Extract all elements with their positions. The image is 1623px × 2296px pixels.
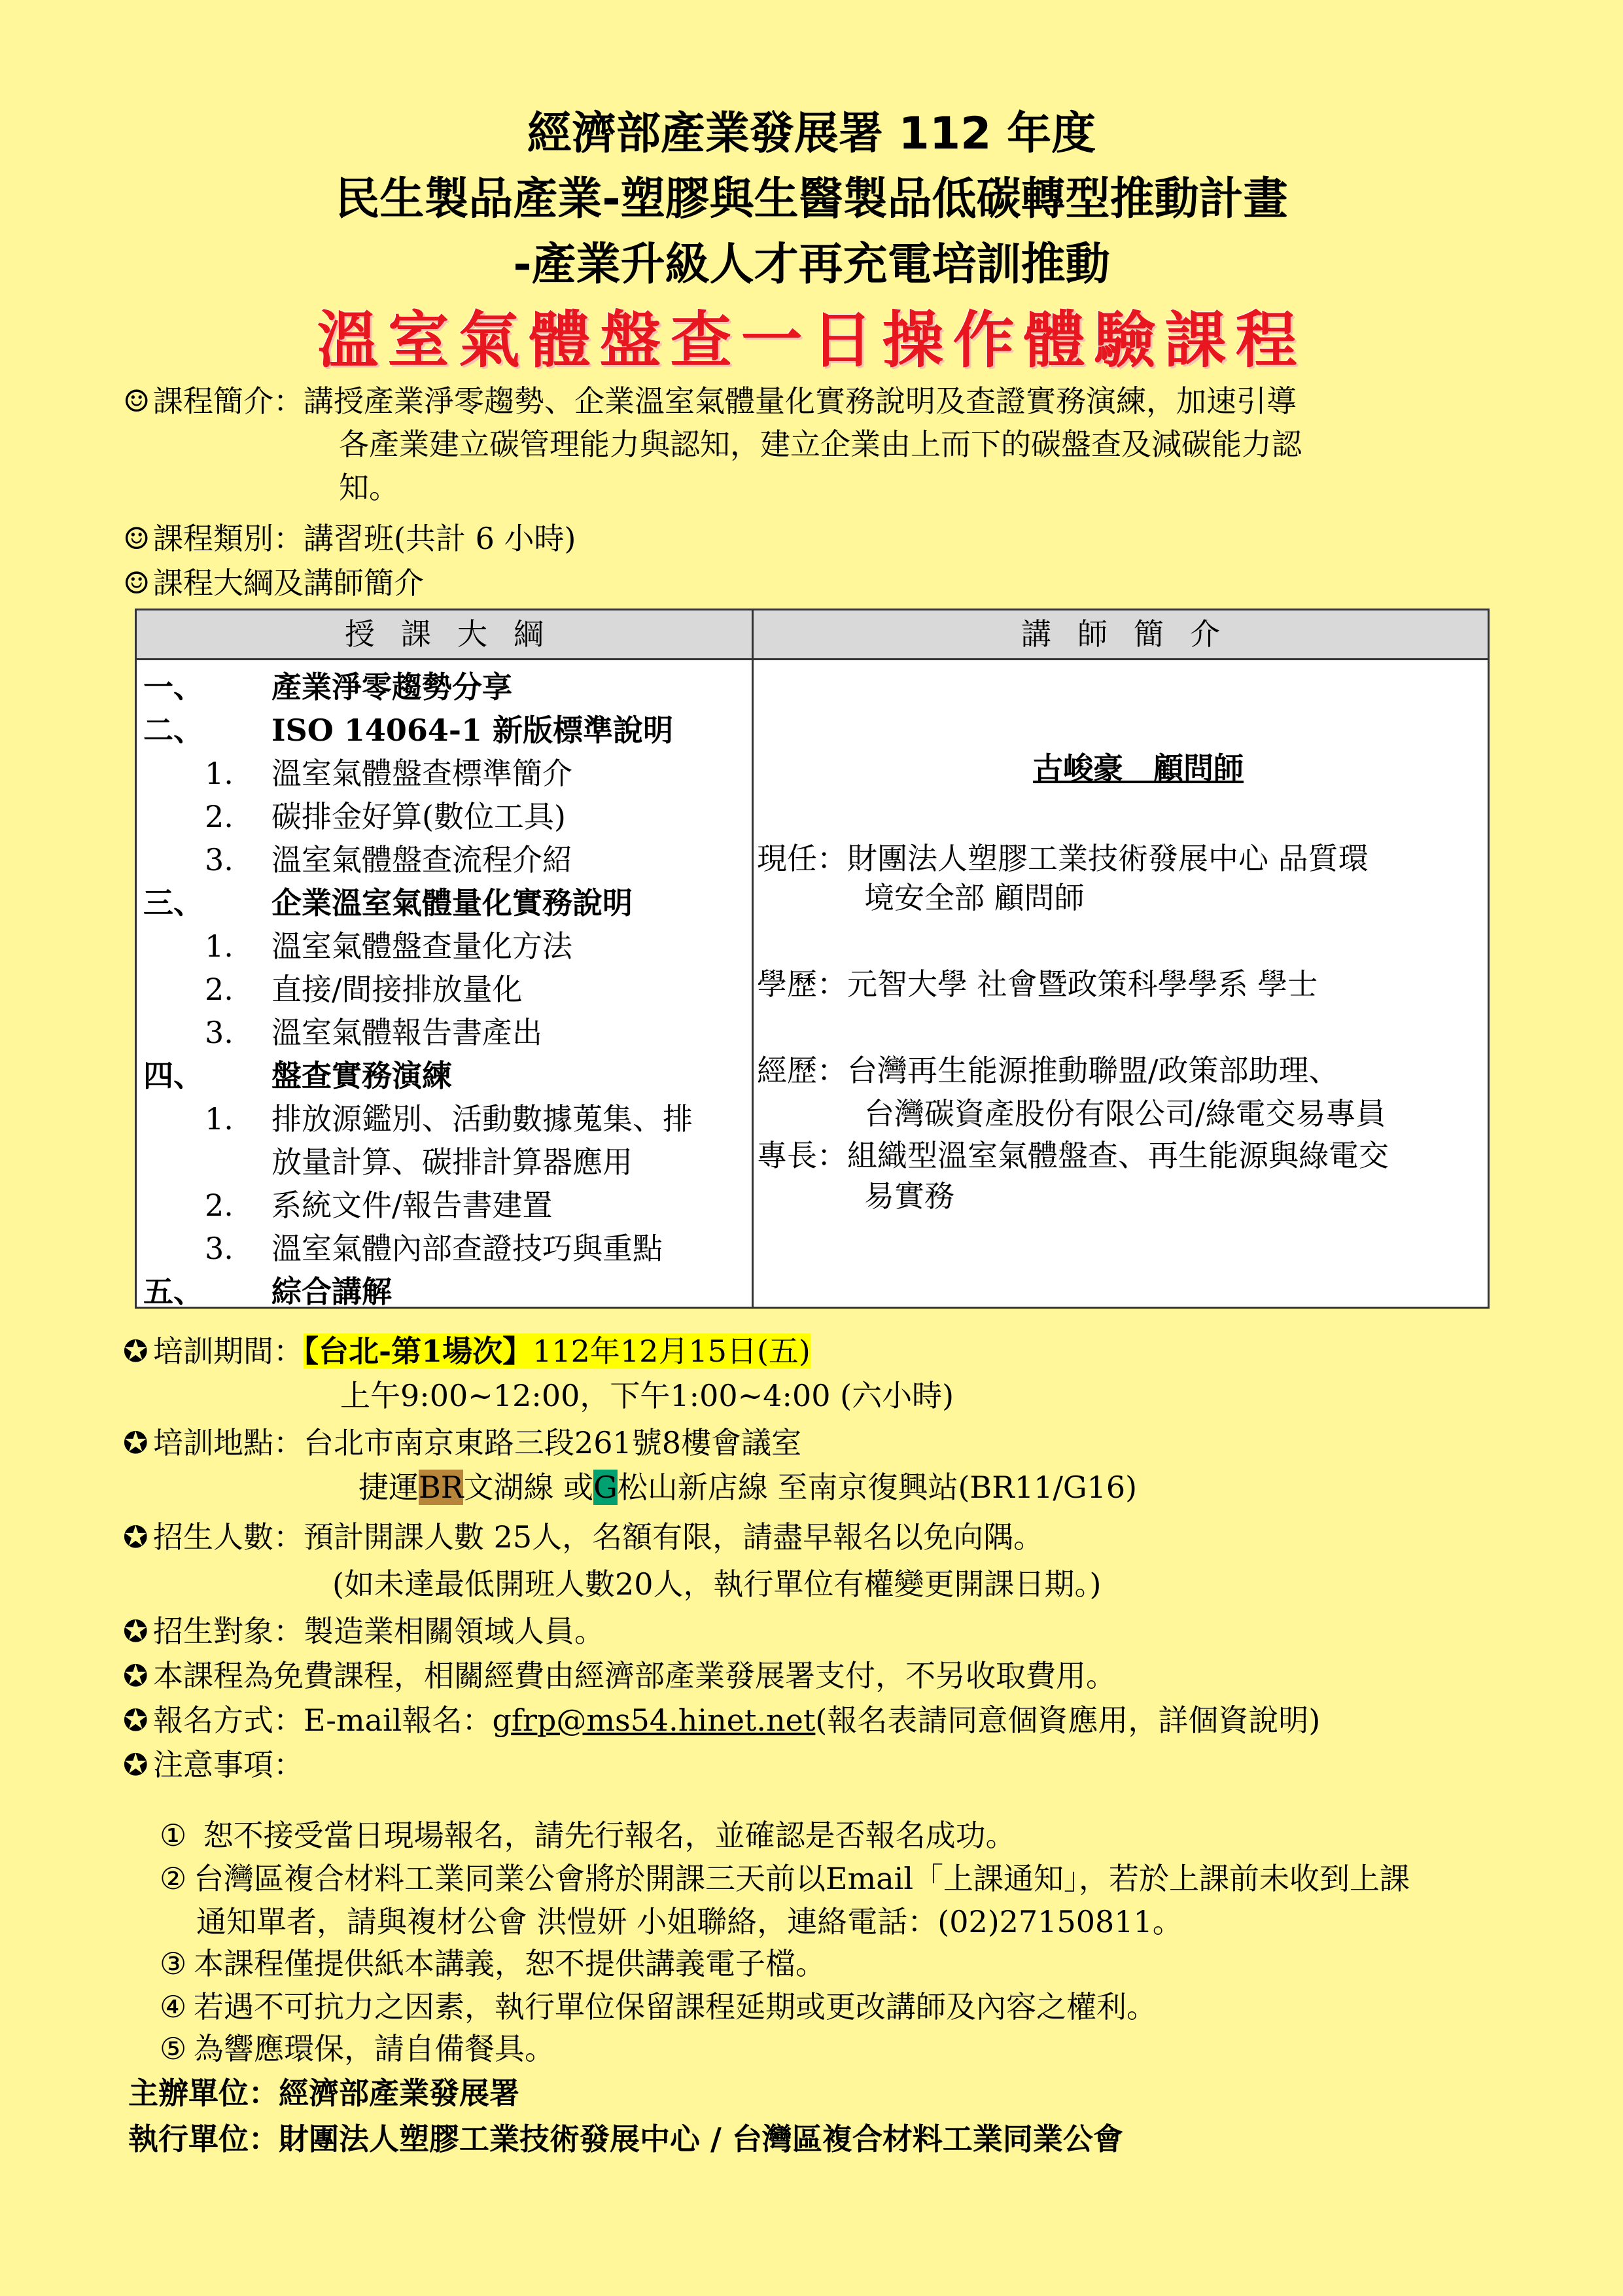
category-row xyxy=(123,517,576,560)
notes-row xyxy=(123,1743,304,1786)
outline-item-number: 1. xyxy=(205,928,234,964)
note-3-text: 本課程僅提供紙本講義，恕不提供講義電子檔。 xyxy=(194,1946,826,1981)
outline-item-text: 溫室氣體盤查量化方法 xyxy=(271,928,572,964)
outline-row xyxy=(123,561,424,605)
period-session: 【台北-第1場次】 xyxy=(304,1333,533,1369)
summary-label: 課程簡介： xyxy=(153,383,304,419)
metro-suffix: 松山新店線 至南京復興站(BR11/G16) xyxy=(617,1470,1138,1505)
outline-item-number: 1. xyxy=(205,1101,234,1137)
note-3 xyxy=(160,1942,826,1985)
enroll-label: 招生人數： xyxy=(153,1519,304,1555)
education xyxy=(757,963,1318,1006)
outline-item-number: 3. xyxy=(205,1015,234,1050)
outline-item-text: ISO 14064-1 新版標準說明 xyxy=(271,713,673,748)
header-line3: -產業升級人才再充電培訓推動 xyxy=(513,239,1110,291)
note-5-text: 為響應環保，請自備餐具。 xyxy=(194,2031,555,2066)
signup-suffix: (報名表請同意個資應用，詳個資說明) xyxy=(815,1703,1321,1738)
star-icon: ✪ xyxy=(123,1614,148,1649)
expertise-line-1: 組織型溫室氣體盤查、再生能源與綠電交 xyxy=(847,1138,1389,1173)
current-position xyxy=(757,837,1369,880)
metro-g-badge: G xyxy=(593,1470,618,1505)
note-5-mark: ⑤ xyxy=(160,2031,187,2066)
note-1-text: 恕不接受當日現場報名，請先行報名，並確認是否報名成功。 xyxy=(194,1818,1016,1853)
signup-email-link[interactable]: gfrp@ms54.hinet.net xyxy=(492,1703,816,1738)
category-value: 講習班(共計 6 小時) xyxy=(304,521,576,556)
outline-item-text: 直接/間接排放量化 xyxy=(271,972,523,1007)
metro-br-badge: BR xyxy=(419,1470,464,1505)
outline-item-number: 1. xyxy=(205,756,234,791)
summary-line-3: 知。 xyxy=(339,470,399,505)
note-2-text-2: 通知單者，請與複材公會 洪愷妍 小姐聯絡，連絡電話：(02)27150811。 xyxy=(196,1904,1183,1939)
outline-item-text: 綜合講解 xyxy=(271,1274,392,1309)
note-1-mark: ① xyxy=(160,1818,187,1853)
col-header-outline: 授課大綱 xyxy=(345,616,570,652)
current-line-2: 境安全部 顧問師 xyxy=(864,880,1085,915)
signup-row xyxy=(123,1699,1320,1742)
summary-row xyxy=(123,380,1297,423)
experience xyxy=(757,1049,1339,1092)
note-2-mark: ② xyxy=(160,1861,187,1896)
target-row xyxy=(123,1610,604,1653)
course-title: 溫室氣體盤查一日操作體驗課程 xyxy=(317,304,1306,376)
venue-label: 培訓地點： xyxy=(153,1425,304,1460)
metro-prefix: 捷運 xyxy=(358,1470,419,1505)
col-header-instructor: 講師簡介 xyxy=(1021,616,1246,652)
star-icon: ✪ xyxy=(123,1747,148,1782)
outline-item-text: 溫室氣體內部查證技巧與重點 xyxy=(271,1231,663,1266)
star-icon: ✪ xyxy=(123,1333,148,1369)
experience-line-2: 台灣碳資產股份有限公司/綠電交易專員 xyxy=(864,1096,1386,1131)
outline-item-text: 溫室氣體盤查標準簡介 xyxy=(271,756,572,791)
outline-item-text: 溫室氣體報告書產出 xyxy=(271,1015,542,1050)
outline-item-number: 2. xyxy=(205,799,234,834)
expertise xyxy=(757,1134,1389,1177)
note-4-mark: ④ xyxy=(160,1989,187,2024)
enroll-note: (如未達最低開班人數20人，執行單位有權變更開課日期。) xyxy=(332,1566,1102,1602)
note-3-mark: ③ xyxy=(160,1946,187,1981)
period-row xyxy=(123,1330,811,1373)
outline-item-text: 放量計算、碳排計算器應用 xyxy=(271,1144,633,1180)
venue-address: 台北市南京東路三段261號8樓會議室 xyxy=(304,1425,802,1460)
outline-item-number: 五、 xyxy=(143,1274,203,1309)
instructor-name: 古峻豪 顧問師 xyxy=(1033,751,1244,786)
organizer: 主辦單位：經濟部產業發展署 xyxy=(128,2075,519,2111)
smiley-icon: ☺ xyxy=(123,565,150,601)
free-text: 本課程為免費課程，相關經費由經濟部產業發展署支付，不另收取費用。 xyxy=(153,1658,1116,1693)
venue-row xyxy=(123,1421,801,1464)
experience-label: 經歷： xyxy=(757,1053,847,1088)
target-value: 製造業相關領域人員。 xyxy=(304,1614,604,1649)
outline-item-number: 3. xyxy=(205,1231,234,1266)
free-row xyxy=(123,1654,1116,1697)
metro-row xyxy=(358,1466,1137,1509)
experience-line-1: 台灣再生能源推動聯盟/政策部助理、 xyxy=(847,1053,1339,1088)
table-header xyxy=(137,610,1488,660)
header-line2: 民生製品產業-塑膠與生醫製品低碳轉型推動計畫 xyxy=(335,173,1288,225)
outline-item-text: 碳排金好算(數位工具) xyxy=(271,799,566,834)
enroll-row xyxy=(123,1515,1043,1559)
star-icon: ✪ xyxy=(123,1703,148,1738)
outline-item-number: 三、 xyxy=(143,885,203,921)
expertise-label: 專長： xyxy=(757,1138,847,1173)
period-date: 112年12月15日(五) xyxy=(532,1333,811,1369)
star-icon: ✪ xyxy=(123,1425,148,1460)
note-5 xyxy=(160,2027,555,2070)
outline-item-number: 四、 xyxy=(143,1058,203,1093)
education-value: 元智大學 社會暨政策科學學系 學士 xyxy=(847,966,1318,1002)
outline-item-text: 企業溫室氣體量化實務說明 xyxy=(271,885,633,921)
education-label: 學歷： xyxy=(757,966,847,1002)
summary-line-1: 講授產業淨零趨勢、企業溫室氣體量化實務說明及查證實務演練，加速引導 xyxy=(304,383,1297,419)
summary-line-2: 各產業建立碳管理能力與認知，建立企業由上而下的碳盤查及減碳能力認 xyxy=(339,427,1302,462)
smiley-icon: ☺ xyxy=(123,521,150,556)
outline-item-number: 2. xyxy=(205,972,234,1007)
target-label: 招生對象： xyxy=(153,1614,304,1649)
outline-item-text: 排放源鑑別、活動數據蒐集、排 xyxy=(271,1101,693,1137)
period-label: 培訓期間： xyxy=(153,1333,304,1369)
note-2 xyxy=(160,1857,1410,1900)
category-label: 課程類別： xyxy=(153,521,304,556)
notes-label: 注意事項： xyxy=(153,1747,304,1782)
outline-item-text: 產業淨零趨勢分享 xyxy=(271,669,512,705)
outline-item-text: 盤查實務演練 xyxy=(271,1058,452,1093)
outline-item-text: 溫室氣體盤查流程介紹 xyxy=(271,842,572,877)
metro-mid: 文湖線 或 xyxy=(463,1470,594,1505)
outline-item-number: 一、 xyxy=(143,669,203,705)
outline-item-text: 系統文件/報告書建置 xyxy=(271,1188,553,1223)
note-2-text-1: 台灣區複合材料工業同業公會將於開課三天前以Email「上課通知」，若於上課前未收到上課 xyxy=(194,1861,1410,1896)
current-line-1: 財團法人塑膠工業技術發展中心 品質環 xyxy=(847,841,1369,876)
period-time: 上午9:00~12:00，下午1:00~4:00 (六小時) xyxy=(340,1378,954,1413)
note-4 xyxy=(160,1985,1157,2028)
smiley-icon: ☺ xyxy=(123,383,150,419)
expertise-line-2: 易實務 xyxy=(864,1178,954,1214)
signup-prefix: E-mail報名： xyxy=(304,1703,493,1738)
enroll-value: 預計開課人數 25人，名額有限，請盡早報名以免向隅。 xyxy=(304,1519,1044,1555)
note-4-text: 若遇不可抗力之因素，執行單位保留課程延期或更改講師及內容之權利。 xyxy=(194,1989,1157,2024)
signup-label: 報名方式： xyxy=(153,1703,304,1738)
outline-item-number: 2. xyxy=(205,1188,234,1223)
course-table xyxy=(135,609,1490,1309)
executor: 執行單位：財團法人塑膠工業技術發展中心 / 台灣區複合材料工業同業公會 xyxy=(128,2121,1123,2157)
outline-item-number: 3. xyxy=(205,842,234,877)
table-divider xyxy=(752,610,754,1307)
star-icon: ✪ xyxy=(123,1658,148,1693)
outline-item-number: 二、 xyxy=(143,713,203,748)
star-icon: ✪ xyxy=(123,1519,148,1555)
current-label: 現任： xyxy=(757,841,847,876)
outline-label: 課程大綱及講師簡介 xyxy=(153,565,424,601)
note-1 xyxy=(160,1814,1016,1857)
header-line1: 經濟部產業發展署 112 年度 xyxy=(527,108,1096,160)
